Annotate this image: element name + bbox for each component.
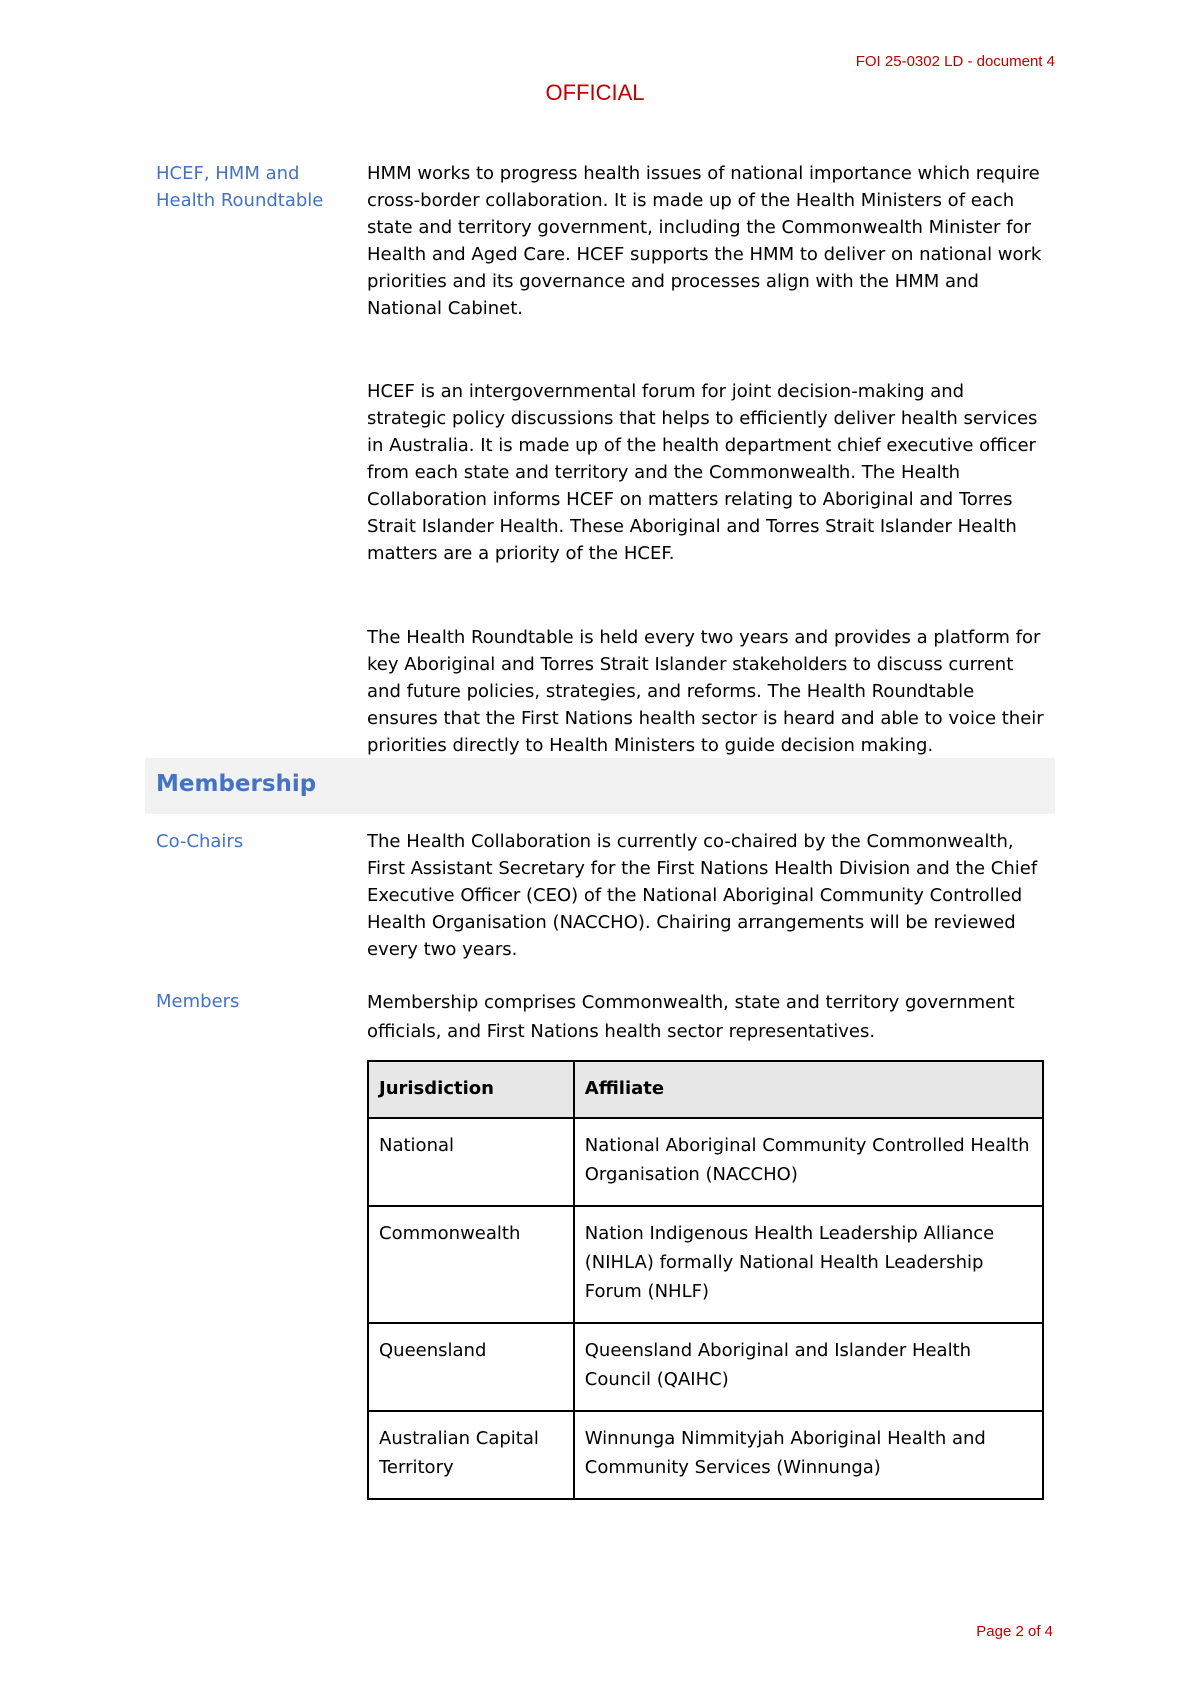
jurisdiction-cell: Commonwealth [368, 1206, 574, 1323]
governance-label: HCEF, HMM and Health Roundtable [156, 163, 324, 211]
jurisdiction-cell: National [368, 1118, 574, 1206]
membership-heading: Membership [156, 771, 317, 797]
co-chairs-text: The Health Collaboration is currently co-chaired by the Commonwealth, First Assistant Secretary for the First Nations Health Division and the Chief Executive Officer (CEO) of the National Aboriginal Community Controlled Health Organisation (NACCHO). Chairing arrangements will be reviewed every two years. [367, 831, 1038, 960]
jurisdiction-cell: Australian Capital Territory [368, 1411, 574, 1499]
membership-section-band [145, 758, 1055, 814]
affiliate-cell: Queensland Aboriginal and Islander Health Council (QAIHC) [574, 1323, 1043, 1411]
jurisdiction-cell: Queensland [368, 1323, 574, 1411]
governance-paragraph-hmm: HMM works to progress health issues of national importance which require cross-border collaboration. It is made up of the Health Ministers of each state and territory government, including the Commonwealth Minister for Health and Aged Care. HCEF supports the HMM to deliver on national work priorities and its governance and processes align with the HMM and National Cabinet. [367, 163, 1042, 319]
affiliate-cell: Winnunga Nimmityjah Aboriginal Health and Community Services (Winnunga) [574, 1411, 1043, 1499]
page-number: Page 2 of 4 [976, 1623, 1053, 1640]
table-row [368, 1118, 1043, 1206]
classification-marking: OFFICIAL [545, 80, 645, 105]
membership-table [367, 1060, 1044, 1500]
members-label: Members [156, 991, 240, 1012]
governance-paragraph-roundtable: The Health Roundtable is held every two years and provides a platform for key Aboriginal and Torres Strait Islander stakeholders to discuss current and future policies, strategies, and reforms. The Health Roundtable ensures that the First Nations health sector is heard and able to voice their priorities directly to Health Ministers to guide decision making. [367, 627, 1044, 756]
table-row [368, 1411, 1043, 1499]
affiliate-cell: Nation Indigenous Health Leadership Alliance (NIHLA) formally National Health Leadership Forum (NHLF) [574, 1206, 1043, 1323]
table-header-jurisdiction: Jurisdiction [368, 1061, 574, 1118]
co-chairs-label: Co-Chairs [156, 831, 244, 852]
table-header-affiliate: Affiliate [574, 1061, 1043, 1118]
governance-paragraph-hcef: HCEF is an intergovernmental forum for joint decision-making and strategic policy discussions that helps to efficiently deliver health services in Australia. It is made up of the health department chief executive officer from each state and territory and the Commonwealth. The Health Collaboration informs HCEF on matters relating to Aboriginal and Torres Strait Islander Health. These Aboriginal and Torres Strait Islander Health matters are a priority of the HCEF. [367, 381, 1038, 564]
foi-reference: FOI 25-0302 LD - document 4 [855, 53, 1055, 70]
table-row [368, 1323, 1043, 1411]
table-row [368, 1206, 1043, 1323]
members-text: Membership comprises Commonwealth, state and territory government officials, and First Nations health sector representatives. [367, 992, 1015, 1042]
affiliate-cell: National Aboriginal Community Controlled Health Organisation (NACCHO) [574, 1118, 1043, 1206]
table-header-row [368, 1061, 1043, 1118]
